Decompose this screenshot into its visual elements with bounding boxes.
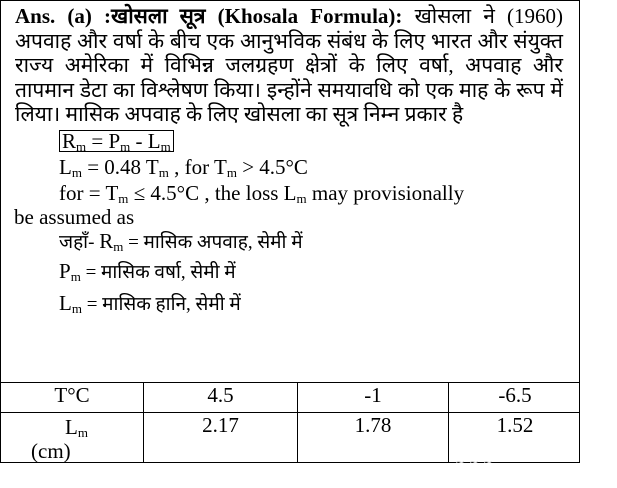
answer-body: खोसला ने (1960) अपवाह और वर्षा के बीच एक आनुभविक संबंध के लिए भारत और संयुक्त राज्य अमेरिका में विभिन्न जलग्रहण क्षेत्रों के लिए वर्षा, अपवाह और तापमान डेटा का विश्लेषण किया। इन्होंने समयावधि को एक माह के रूप में लिया। मासिक अपवाह के लिए खोसला का सूत्र निम्न प्रकार है [15,4,564,127]
table-cell: -1 [298,383,449,413]
sub-m: m [118,190,129,206]
sub-m: m [296,190,307,206]
loss-condition: , for T [168,154,227,179]
table-cell: 2.17 [144,413,298,464]
where-p [15,256,563,288]
where-r [15,228,563,256]
sub-m: m [71,300,82,316]
sub-m: m [77,425,88,440]
cold-condition: for = T [59,180,119,205]
sub-m: m [120,138,131,154]
where-l-desc: = मासिक हानि, सेमी में [81,293,241,315]
symbol-r: R [62,128,77,153]
loss-unit: (cm) [31,439,71,463]
answer-content [15,4,563,320]
table-cell: -6.5 [449,383,581,413]
formula-box [59,130,174,152]
sub-m: m [71,164,82,180]
symbol-l: L [59,290,72,315]
formula-loss-warm [15,154,563,180]
where-p-desc: = मासिक वर्षा, सेमी में [80,261,236,283]
symbol-l: L [65,415,78,439]
sub-m: m [160,138,171,154]
table-cell: 4.5 [144,383,298,413]
table-row [1,383,580,413]
symbol-r: R [99,228,114,253]
symbol-l: L [59,154,72,179]
answer-paragraph [15,4,563,127]
cold-condition-tail: ≤ 4.5°C , the loss L [128,180,297,205]
table-cell: 1.52 [449,413,581,464]
loss-symbol [65,415,88,440]
formula-loss-cold-cont: be assumed as [14,204,135,229]
loss-table [1,382,580,463]
table-cell-loss-label [1,413,144,464]
loss-expression: = 0.48 T [81,154,159,179]
table-row [1,413,580,464]
sub-m: m [113,238,124,254]
symbol-p: P [108,128,121,153]
where-prefix: जहाँ- [59,231,100,253]
sub-m: m [70,268,81,284]
sub-m: m [76,138,87,154]
answer-heading: Ans. (a) :खोसला सूत्र (Khosala Formula): [15,4,403,28]
formula-loss-cold [15,180,563,206]
symbol-l: L [147,128,161,153]
equals-sign: = [86,128,109,153]
minus-sign: - [130,128,148,153]
where-l [15,288,563,320]
where-r-desc: = मासिक अपवाह, सेमी में [123,231,303,253]
sub-m: m [158,164,169,180]
table-cell: 1.78 [298,413,449,464]
sub-m: m [226,164,237,180]
table-cell-temp-label: T°C [1,383,144,413]
faint-watermark: ~ ~ ~ [455,455,493,469]
symbol-p: P [59,258,71,283]
cold-condition-tail2: may provisionally [306,180,465,205]
formula-main [15,128,563,154]
loss-condition-tail: > 4.5°C [236,154,308,179]
